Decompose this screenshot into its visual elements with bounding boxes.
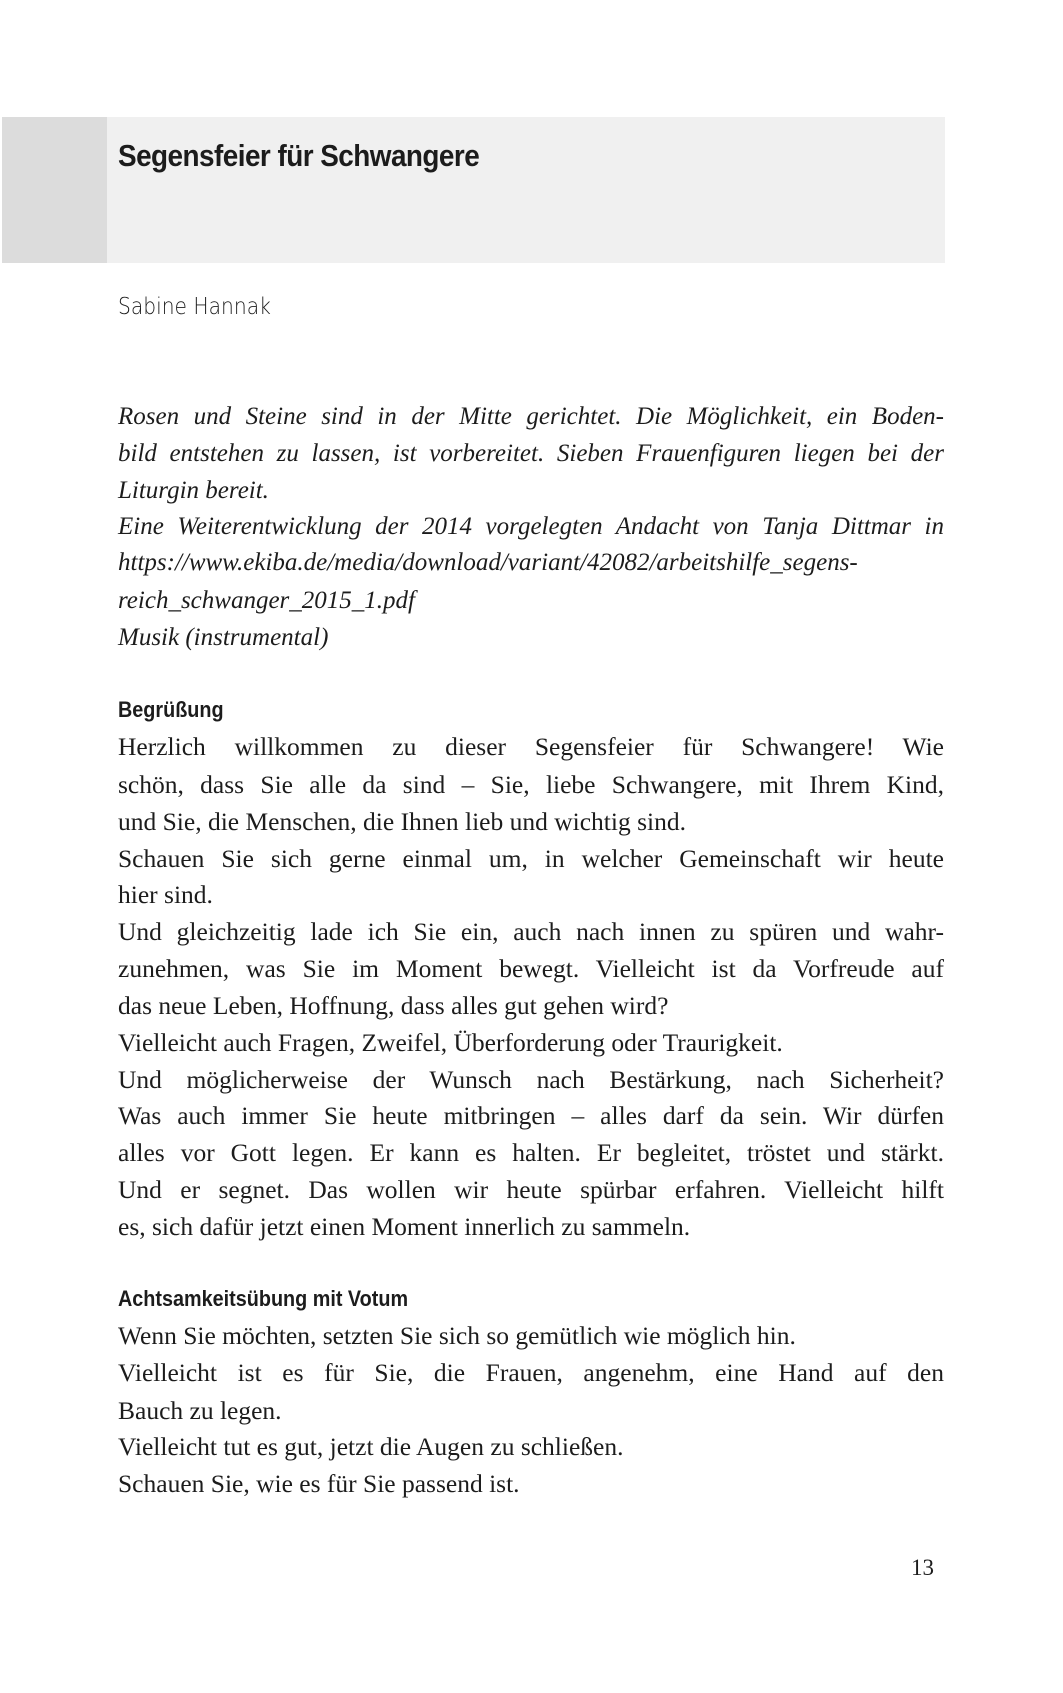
page-number: 13 <box>911 1555 934 1580</box>
body-line: Vielleicht ist es für Sie, die Frauen, angenehm, eine Hand auf den <box>118 1358 944 1387</box>
intro-line: Eine Weiterentwicklung der 2014 vorgelegten Andacht von Tanja Dittmar in <box>118 513 944 540</box>
body-line: Bauch zu legen. <box>118 1396 282 1425</box>
body-line: hier sind. <box>118 880 213 909</box>
body-line: und Sie, die Menschen, die Ihnen lieb und wichtig sind. <box>118 807 686 836</box>
body-line: Schauen Sie sich gerne einmal um, in welcher Gemeinschaft wir heute <box>118 844 944 873</box>
body-line: zunehmen, was Sie im Moment bewegt. Vielleicht ist da Vorfreude auf <box>118 954 944 983</box>
section-heading-begruessung: Begrüßung <box>118 697 224 722</box>
body-line: schön, dass Sie alle da sind – Sie, liebe Schwangere, mit Ihrem Kind, <box>118 770 944 799</box>
body-line: Und er segnet. Das wollen wir heute spürbar erfahren. Vielleicht hilft <box>118 1175 944 1204</box>
header-accent-strip <box>2 117 107 263</box>
body-line: Vielleicht tut es gut, jetzt die Augen zu schließen. <box>118 1432 624 1461</box>
body-line: das neue Leben, Hoffnung, dass alles gut gehen wird? <box>118 991 669 1020</box>
intro-line: Musik (instrumental) <box>118 624 329 651</box>
body-line: Was auch immer Sie heute mitbringen – alles darf da sein. Wir dürfen <box>118 1101 944 1130</box>
intro-link-line: reich_schwanger_2015_1.pdf <box>118 587 415 614</box>
intro-line: Rosen und Steine sind in der Mitte gerichtet. Die Möglichkeit, ein Boden- <box>118 403 944 430</box>
body-line: Und gleichzeitig lade ich Sie ein, auch nach innen zu spüren und wahr- <box>118 917 944 946</box>
section-heading-achtsamkeitsuebung: Achtsamkeitsübung mit Votum <box>118 1286 409 1311</box>
intro-line: Liturgin bereit. <box>118 477 269 504</box>
body-line: Schauen Sie, wie es für Sie passend ist. <box>118 1469 520 1498</box>
body-line: Vielleicht auch Fragen, Zweifel, Überforderung oder Traurigkeit. <box>118 1028 783 1057</box>
body-line: Wenn Sie möchten, setzten Sie sich so gemütlich wie möglich hin. <box>118 1321 796 1350</box>
chapter-title: Segensfeier für Schwangere <box>118 138 480 173</box>
body-line: es, sich dafür jetzt einen Moment innerlich zu sammeln. <box>118 1212 691 1241</box>
intro-link-line: https://www.ekiba.de/media/download/variant/42082/arbeitshilfe_segens- <box>118 549 858 576</box>
intro-line: bild entstehen zu lassen, ist vorbereitet. Sieben Frauenfiguren liegen bei der <box>118 440 944 467</box>
body-line: Herzlich willkommen zu dieser Segensfeier für Schwangere! Wie <box>118 732 944 761</box>
body-line: alles vor Gott legen. Er kann es halten. Er begleitet, tröstet und stärkt. <box>118 1138 944 1167</box>
author-name: Sabine Hannak <box>118 294 271 320</box>
body-line: Und möglicherweise der Wunsch nach Bestärkung, nach Sicherheit? <box>118 1065 944 1094</box>
